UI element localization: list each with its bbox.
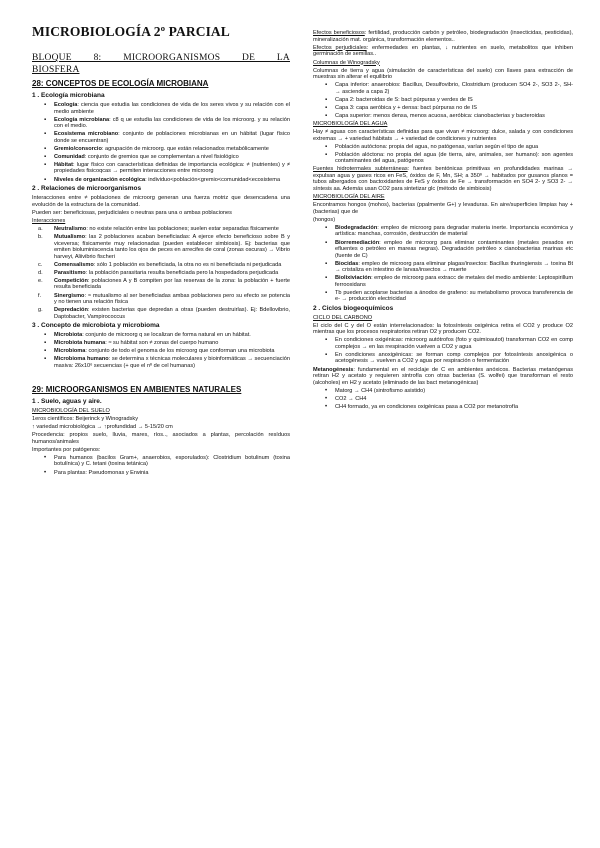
list-item: • Para humanos (bacilos Gram+, anaerobios, esporulados): Clostridium botulinum (toxina botulínica) y C. tetani (toxina tetánica) (54, 455, 290, 468)
section-suelo-heading: 1 . Suelo, aguas y aire. (32, 398, 102, 406)
right-column (313, 30, 573, 412)
suelo-subheading: MICROBIOLOGÍA DEL SUELO (32, 408, 110, 415)
chapter-29-heading: 29: MICROORGANISMOS EN AMBIENTES NATURALES (32, 385, 242, 395)
section-ciclos-heading: 2 . Ciclos biogeoquímicos (313, 304, 394, 312)
list-item: ▪ Biolixiviación: empleo de microorg para extracc de metales del medio ambiente: Leptospirillum ferrooxidans (335, 275, 573, 288)
list-item: ▪ Capa 3: capa aeróbica y + densa: bact púrpuras no de IS (335, 105, 573, 112)
list-item: ▪ Microbioma: conjunto de todo el genoma de los microorg que conforman una microbiota (54, 348, 290, 355)
section-microbiota-heading: 3 . Concepto de microbiota y microbioma (32, 322, 160, 330)
winogradsky-heading: Columnas de Winogradsky (313, 59, 380, 66)
list-item: c. Comensalismo: sólo 1 población es beneficiada, la otra no es ni beneficiada ni perjudicada (38, 261, 282, 268)
list-item: ▪ Microbiota: conjunto de microorg q se localizan de forma natural en un hábitat. (54, 332, 290, 339)
winogradsky-intro: Columnas de tierra y agua (simulación de características del suelo) con llaves para extracción de muestras sin alterar el equilibrio (313, 67, 573, 80)
list-item: ▪ Población autóctona: propia del agua, no patógenas, varían según el tipo de agua (335, 144, 573, 151)
list-item: ▪ Capa 2: bacteroidas de S: bact púrpuras y verdes de IS (335, 97, 573, 104)
metano-list (313, 388, 573, 411)
efectos-beneficiosos: Efectos beneficiosos: fertilidad, producción carbón y petróleo, biodegradación (insecticidas, pesticidas), mineralización mat. orgánica, transformación elementos.. (313, 30, 573, 43)
ecologia-list (32, 102, 290, 183)
efectos-perjudiciales: Efectos perjudiciales: enfermedades en plantas, ↓ nutrientes en suelo, metabolitos que inhiben germinación de semillas.. (313, 44, 573, 57)
list-item: • Para plantas: Pseudomonas y Erwinia (54, 470, 290, 477)
document-title: MICROBIOLOGÍA 2º PARCIAL (32, 24, 230, 39)
carbono-intro: El ciclo del C y del O están interrelacionados: la fotosíntesis oxigénica retira el CO2 y produce O2 mientras que los procesos respiratorios retiran O2 y producen CO2. (313, 322, 573, 336)
section-relaciones-heading: 2 . Relaciones de microorganismos (32, 185, 142, 193)
list-item: f. Sinergismo: ≈ mutualismo al ser beneficiadas ambas poblaciones pero su efecto se potencia y no tienen una relación física (38, 292, 290, 306)
section-ecologia-heading: 1 . Ecología microbiana (32, 92, 105, 99)
interacciones-label: Interacciones (32, 218, 66, 225)
list-item: ▪ Biocidas: empleo de microorg para eliminar plagas/insectos: Bacillus thuringiensis → toxina Bt → cristaliza en intestino de larvas/insectos → muerte (335, 261, 573, 274)
list-item: ▪ En condiciones oxigénicas: microorg autótrofos (foto y quimioautot) transforman CO2 en comp complejos → en las rrespiración vuelven a CO2 y agua (335, 337, 573, 350)
list-item: ▪ Tb pueden acoplarse bacterias a ánodos de grafeno: su metabolismo provoca transferencia de e- → producción electricidad (335, 290, 573, 303)
suelo-line: Procedencia: propios suelo, lluvia, mares, ríos.., asociados a plantas, percolación resíduos humanos/animales (32, 432, 290, 445)
list-item: • CH4 formado, ya en condiciones oxigénicas pasa a CO2 por metanotrofía (335, 404, 573, 411)
list-item: • CO2 → CH4 (335, 396, 573, 403)
list-item: ▪ Capa superior: menos densa, menos acuosa, aeróbica: cianobacterias y bacteroidas (335, 113, 573, 120)
pathogens-list (32, 455, 290, 476)
list-item: ▪ Ecología: ciencia que estudia las condiciones de vida de los seres vivos y su relación con el medio ambiente (54, 102, 290, 115)
suelo-line: Importantes por patógenos: (32, 446, 101, 453)
list-item: ▪ Ecología microbiana: c8 q ue estudia las condiciones de vida de los microorg. y su relación con el medio. (54, 117, 290, 130)
list-item: ▪ Gremio/consorcio: agrupación de microorg. que están relacionados metabólicamente (54, 146, 290, 153)
relaciones-types: Pueden ser: beneficiosas, perjudiciales o neutras para una o ambas poblaciones (32, 209, 232, 216)
agua-intro: Hay ≠ aguas con características definidas para que vivan ≠ microorg: dulce, salada y con condiciones extremas → + variedad hábitats → + variedad de condiciones y nutrientes (313, 129, 573, 142)
aire-heading: MICROBIOLOGÍA DEL AIRE (313, 194, 385, 201)
list-item: ▪ Microbiota humana: ≈ su hábitat son ≠ zonas del cuerpo humano (54, 340, 290, 347)
aire-list (313, 225, 573, 303)
suelo-line: 1eros científicos: Beijerinck y Winogradsky (32, 416, 139, 423)
list-item: ▪ Microbioma humano: se determina x técnicas moleculares y bioinformáticas → secuenciación masiva: 26x10⁶ secuencias (+ que el nº de cel humanas) (54, 356, 290, 369)
list-item: ▪ Hábitat: lugar físico con características definidas de importancia ecológica: ≠ (nutrientes) y ≠ propiedades fisicoqcas → permiten interacciones entre microorg (54, 162, 290, 175)
list-item: ▪ Población alóctona: no propia del agua (de tierra, aire, animales, ser humano): son agentes contaminantes del agua, patógenos (335, 152, 573, 165)
aire-intro: Encontramos hongos (mohos), bacterias (ppalmente G+) y levaduras. En aire/superficies limpias hay + (bacterias) que de (313, 202, 573, 215)
bloque-heading: BLOQUE 8: MICROORGANISMOS DE LA (32, 53, 290, 63)
interacciones-list (32, 226, 290, 320)
list-item: ▪ Biodegradación: empleo de microorg para degradar materia inerte. Importancia económica y artística: manchas, corrosión, destrucción de material (335, 225, 573, 238)
suelo-line: ↑ variedad microbiológica → ↑profundidad → 5-15/20 cm (32, 424, 173, 431)
list-item: a. Neutralismo: no existe relación entre las poblaciones; suelen estar separadas físicamente (38, 226, 279, 233)
carbono-list (313, 337, 573, 365)
list-item: g. Depredación: existen bacterias que depredan a otras (pueden destruirlas). Ej: Bdellovibrio, Daptobacter, Vampirococcus (38, 307, 290, 320)
agua-list (313, 144, 573, 165)
list-item: ▪ Niveles de organización ecológica: individuo<población<gremio<comunidad<ecosistema (54, 177, 290, 184)
list-item: ▪ En condiciones anoxigénicas: se forman comp complejos por fotosíntesis anoxigénica o acetogénesis → vuelven a CO2 y agua por respiración o fermentación (335, 352, 573, 365)
list-item: ▪ Ecosistema microbiano: conjunto de poblaciones microbianas en un hábitat (lugar físico donde se encuentran) (54, 131, 290, 144)
carbono-heading: CICLO DEL CARBONO (313, 314, 373, 321)
metanogenesis: Metanogénesis: fundamental en el reciclaje de C en ambientes anóxicos. Bacterias metanógenas retiran H2 y acetato y requieren sintrofía con otras bacterias (S. wolfei) que transforman el resto (alcoholes) en H2 y acetato (eliminado de las bact metanogénicas) (313, 366, 573, 386)
bloque-heading-cont: BIOSFERA (32, 64, 80, 75)
aire-hongos: (hongos) (313, 216, 336, 223)
list-item: d. Parasitismo: la población parasitaria resulta beneficiada pero la hospedadora perjudicada (38, 269, 279, 276)
winogradsky-list (313, 82, 573, 119)
list-item: e. Competición: poblaciones A y B compiten por las reservas de la zona: la población + fuerte resulta beneficiada (38, 277, 290, 291)
microbiota-list (32, 332, 290, 369)
left-column (32, 38, 290, 478)
list-item: • Matorg → CH4 (sintrofismo asistido) (335, 388, 573, 395)
list-item: ▪ Biorremediación: empleo de microorg para eliminar contaminantes (metales pesados en efluentes o petróleo en mareas negras). Degradación petróleo x cianobacterias marinas etc (fuente de C) (335, 240, 573, 260)
list-item: ▪ Capa inferior: anaerobios: Bacillus, Desulfovibrio, Clostridium (producen SO4 2-, SO3 2-, SH- → asciende a capa 2) (335, 82, 573, 95)
list-item: b. Mutualismo: las 2 poblaciones acaban beneficiadas: A ejerce efecto beneficioso sobre B y viceversa; físicamente muy relacionadas (pueden establecer simbiosis). Ej: bacterias que emiten bioluminiscencia tanto los ojos de peces en arrecifes de coral (zonas oscuras) → Vibrio harveyi, Aliivibrio fischeri (38, 234, 290, 260)
relaciones-intro: Interacciones entre ≠ poblaciones de microorg generan una fuerza motriz que desencadena una evolución de la estructura de la comunidad. (32, 195, 290, 208)
chapter-28-heading: 28: CONCEPTOS DE ECOLOGÍA MICROBIANA (32, 79, 209, 88)
agua-heading: MICROBIOLOGÍA DEL AGUA (313, 121, 388, 128)
fuentes-hidrotermales: Fuentes hidrotermales subterráneas: fuentes bentónicas primitivas en profundidades marinas → expulsan agua y gases ricos en FeS, óxidos de F, Mn, SH; a 350º → habitados por gusanos planos = tubos albergados con bactoxidantes de FeS y óxidos de Fe → transformación en SO4 2- y SO3 2- → síntesis aa. Además usan CO2 para sintetizar glc (método de simbiosis) (313, 166, 573, 192)
list-item: ▪ Comunidad: conjunto de gremios que se complementan a nivel fisiológico (54, 154, 290, 161)
